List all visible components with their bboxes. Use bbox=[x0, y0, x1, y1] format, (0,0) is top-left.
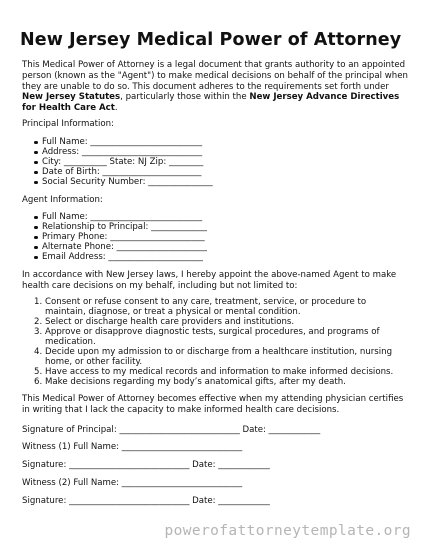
intro-text-2: , particularly those within the bbox=[120, 92, 250, 103]
intro-paragraph bbox=[22, 60, 408, 114]
agent-fields bbox=[34, 212, 207, 262]
powers-list bbox=[34, 297, 408, 387]
power-item bbox=[34, 317, 408, 327]
power-number: 6. bbox=[34, 377, 43, 387]
principal-city-state-zip-field[interactable]: City: __________ State: NJ Zip: ________ bbox=[34, 157, 213, 167]
appointment-paragraph: In accordance with New Jersey laws, I hereby appoint the above-named Agent to make health care decisions on my behalf, including but not limited to: bbox=[22, 270, 397, 291]
intro-text-3: . bbox=[114, 103, 118, 114]
power-text: Have access to my medical records and information to make informed decisions. bbox=[45, 367, 394, 377]
principal-signature-line[interactable]: Signature of Principal: ____________________________ Date: ____________ bbox=[22, 425, 321, 435]
principal-fields bbox=[34, 137, 213, 187]
power-item bbox=[34, 327, 408, 347]
power-text: Consent or refuse consent to any care, treatment, service, or procedure to maintain, diagnose, or treat a physical or mental condition. bbox=[45, 297, 367, 317]
principal-heading: Principal Information: bbox=[22, 119, 114, 129]
agent-relationship-field[interactable]: Relationship to Principal: _____________ bbox=[34, 222, 207, 232]
power-number: 4. bbox=[34, 347, 43, 357]
power-item bbox=[34, 297, 408, 317]
agent-full-name-field[interactable]: Full Name: __________________________ bbox=[34, 212, 207, 222]
agent-email-field[interactable]: Email Address: ______________________ bbox=[34, 252, 207, 262]
power-item bbox=[34, 367, 408, 377]
principal-dob-field[interactable]: Date of Birth: _______________________ bbox=[34, 167, 213, 177]
power-number: 2. bbox=[34, 317, 43, 327]
witness2-name-line[interactable]: Witness (2) Full Name: ____________________________ bbox=[22, 478, 243, 488]
power-text: Select or discharge health care providers and institutions. bbox=[45, 317, 295, 327]
power-item bbox=[34, 347, 408, 367]
witness1-name-line[interactable]: Witness (1) Full Name: ____________________________ bbox=[22, 442, 243, 452]
power-text: Approve or disapprove diagnostic tests, surgical procedures, and programs of medication. bbox=[45, 327, 380, 347]
power-text: Decide upon my admission to or discharge from a healthcare institution, nursing home, or other facility. bbox=[45, 347, 393, 367]
agent-primary-phone-field[interactable]: Primary Phone: ______________________ bbox=[34, 232, 207, 242]
document-title: New Jersey Medical Power of Attorney bbox=[20, 30, 402, 50]
power-text: Make decisions regarding my body’s anatomical gifts, after my death. bbox=[45, 377, 346, 387]
agent-alternate-phone-field[interactable]: Alternate Phone: _____________________ bbox=[34, 242, 207, 252]
power-number: 3. bbox=[34, 327, 43, 337]
power-number: 1. bbox=[34, 297, 43, 307]
watermark-text: powerofattorneytemplate.org bbox=[164, 523, 411, 539]
agent-heading: Agent Information: bbox=[22, 195, 103, 205]
principal-ssn-field[interactable]: Social Security Number: _______________ bbox=[34, 177, 213, 187]
witness2-signature-line[interactable]: Signature: ____________________________ Date: ____________ bbox=[22, 496, 270, 506]
intro-bold-act: New Jersey Advance Directives for Health Care Act bbox=[22, 92, 400, 114]
effective-paragraph: This Medical Power of Attorney becomes effective when my attending physician certifies in writing that I lack the capacity to make informed health care decisions. bbox=[22, 394, 404, 415]
power-item bbox=[34, 377, 408, 387]
intro-bold-statutes: New Jersey Statutes bbox=[22, 92, 121, 103]
witness1-signature-line[interactable]: Signature: ____________________________ Date: ____________ bbox=[22, 460, 270, 470]
intro-text-1: This Medical Power of Attorney is a legal document that grants authority to an appointed person (known as the "Agent") to make medical decisions on behalf of the principal when they are unable to do so. This document adheres to the requirements set forth under bbox=[22, 60, 408, 92]
power-number: 5. bbox=[34, 367, 43, 377]
principal-address-field[interactable]: Address: ____________________________ bbox=[34, 147, 213, 157]
principal-full-name-field[interactable]: Full Name: __________________________ bbox=[34, 137, 213, 147]
